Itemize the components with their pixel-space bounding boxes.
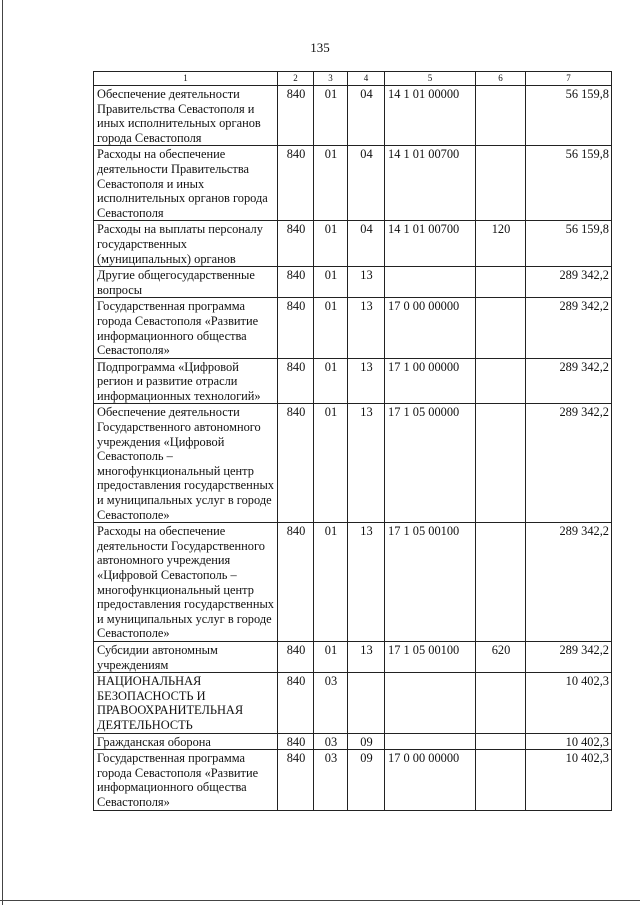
row-sum: 289 342,2 bbox=[526, 404, 612, 523]
row-expense-type bbox=[476, 404, 526, 523]
header-row bbox=[94, 72, 612, 86]
table-row bbox=[94, 86, 612, 146]
row-target-article: 14 1 01 00700 bbox=[385, 146, 476, 221]
row-expense-type bbox=[476, 267, 526, 298]
col-header-section: 3 bbox=[314, 72, 348, 86]
row-sum: 56 159,8 bbox=[526, 146, 612, 221]
budget-table bbox=[93, 71, 612, 811]
table-row bbox=[94, 523, 612, 642]
row-section: 03 bbox=[314, 750, 348, 810]
row-target-article: 17 0 00 00000 bbox=[385, 750, 476, 810]
row-subsection: 04 bbox=[348, 146, 385, 221]
row-subsection: 04 bbox=[348, 86, 385, 146]
row-sum: 10 402,3 bbox=[526, 750, 612, 810]
row-subsection: 13 bbox=[348, 267, 385, 298]
row-expense-type bbox=[476, 146, 526, 221]
row-grbs: 840 bbox=[278, 523, 314, 642]
row-grbs: 840 bbox=[278, 358, 314, 404]
row-sum: 289 342,2 bbox=[526, 641, 612, 672]
row-target-article: 17 1 05 00000 bbox=[385, 404, 476, 523]
row-expense-type bbox=[476, 733, 526, 750]
row-name: Расходы на выплаты персоналу государственных (муниципальных) органов bbox=[94, 221, 278, 267]
row-grbs: 840 bbox=[278, 733, 314, 750]
row-sum: 56 159,8 bbox=[526, 221, 612, 267]
row-sum: 289 342,2 bbox=[526, 358, 612, 404]
row-name: Государственная программа города Севастополя «Развитие информационного общества Севастополя» bbox=[94, 750, 278, 810]
row-section: 01 bbox=[314, 641, 348, 672]
row-target-article: 17 1 00 00000 bbox=[385, 358, 476, 404]
row-expense-type bbox=[476, 358, 526, 404]
table-row bbox=[94, 404, 612, 523]
row-target-article: 17 1 05 00100 bbox=[385, 523, 476, 642]
row-name: Подпрограмма «Цифровой регион и развитие отрасли информационных технологий» bbox=[94, 358, 278, 404]
table-row bbox=[94, 673, 612, 733]
row-target-article: 17 0 00 00000 bbox=[385, 298, 476, 358]
table-row bbox=[94, 267, 612, 298]
row-grbs: 840 bbox=[278, 221, 314, 267]
row-subsection: 09 bbox=[348, 750, 385, 810]
row-subsection: 09 bbox=[348, 733, 385, 750]
row-grbs: 840 bbox=[278, 673, 314, 733]
row-section: 03 bbox=[314, 733, 348, 750]
col-header-expense-type: 6 bbox=[476, 72, 526, 86]
row-sum: 289 342,2 bbox=[526, 523, 612, 642]
page-bottom-edge bbox=[0, 900, 640, 901]
row-name: Расходы на обеспечение деятельности Государственного автономного учреждения «Цифровой Севастополь – многофункциональный центр предоставления государственных и муниципальных услуг в городе Севастополе» bbox=[94, 523, 278, 642]
row-grbs: 840 bbox=[278, 404, 314, 523]
row-grbs: 840 bbox=[278, 750, 314, 810]
row-name: Обеспечение деятельности Государственного автономного учреждения «Цифровой Севастополь – многофункциональный центр предоставления государственных и муниципальных услуг в городе Севастополе» bbox=[94, 404, 278, 523]
row-grbs: 840 bbox=[278, 641, 314, 672]
col-header-subsection: 4 bbox=[348, 72, 385, 86]
row-section: 01 bbox=[314, 221, 348, 267]
row-sum: 289 342,2 bbox=[526, 267, 612, 298]
row-name: Субсидии автономным учреждениям bbox=[94, 641, 278, 672]
row-expense-type bbox=[476, 673, 526, 733]
row-grbs: 840 bbox=[278, 267, 314, 298]
row-name: Другие общегосударственные вопросы bbox=[94, 267, 278, 298]
row-section: 01 bbox=[314, 86, 348, 146]
table-row bbox=[94, 221, 612, 267]
row-expense-type: 620 bbox=[476, 641, 526, 672]
row-expense-type bbox=[476, 523, 526, 642]
row-sum: 56 159,8 bbox=[526, 86, 612, 146]
col-header-sum: 7 bbox=[526, 72, 612, 86]
table-row bbox=[94, 146, 612, 221]
row-section: 01 bbox=[314, 358, 348, 404]
row-section: 03 bbox=[314, 673, 348, 733]
row-name: Расходы на обеспечение деятельности Правительства Севастополя и иных исполнительных органов города Севастополя bbox=[94, 146, 278, 221]
row-grbs: 840 bbox=[278, 298, 314, 358]
page-left-edge bbox=[2, 0, 3, 905]
row-section: 01 bbox=[314, 523, 348, 642]
row-grbs: 840 bbox=[278, 146, 314, 221]
row-target-article: 17 1 05 00100 bbox=[385, 641, 476, 672]
row-expense-type: 120 bbox=[476, 221, 526, 267]
row-section: 01 bbox=[314, 298, 348, 358]
row-section: 01 bbox=[314, 404, 348, 523]
row-name: Гражданская оборона bbox=[94, 733, 278, 750]
row-target-article bbox=[385, 267, 476, 298]
row-target-article bbox=[385, 673, 476, 733]
row-sum: 10 402,3 bbox=[526, 673, 612, 733]
col-header-grbs: 2 bbox=[278, 72, 314, 86]
page-number: 135 bbox=[310, 40, 330, 55]
row-sum: 289 342,2 bbox=[526, 298, 612, 358]
row-target-article bbox=[385, 733, 476, 750]
row-expense-type bbox=[476, 750, 526, 810]
row-subsection: 13 bbox=[348, 404, 385, 523]
row-target-article: 14 1 01 00700 bbox=[385, 221, 476, 267]
row-subsection: 13 bbox=[348, 523, 385, 642]
row-name: НАЦИОНАЛЬНАЯ БЕЗОПАСНОСТЬ И ПРАВООХРАНИТЕЛЬНАЯ ДЕЯТЕЛЬНОСТЬ bbox=[94, 673, 278, 733]
row-expense-type bbox=[476, 298, 526, 358]
row-subsection bbox=[348, 673, 385, 733]
row-name: Государственная программа города Севастополя «Развитие информационного общества Севастополя» bbox=[94, 298, 278, 358]
row-section: 01 bbox=[314, 146, 348, 221]
row-subsection: 04 bbox=[348, 221, 385, 267]
row-section: 01 bbox=[314, 267, 348, 298]
table-row bbox=[94, 641, 612, 672]
table-row bbox=[94, 298, 612, 358]
row-subsection: 13 bbox=[348, 641, 385, 672]
table-row bbox=[94, 358, 612, 404]
table-row bbox=[94, 750, 612, 810]
row-target-article: 14 1 01 00000 bbox=[385, 86, 476, 146]
row-subsection: 13 bbox=[348, 298, 385, 358]
col-header-name: 1 bbox=[94, 72, 278, 86]
row-subsection: 13 bbox=[348, 358, 385, 404]
row-expense-type bbox=[476, 86, 526, 146]
row-name: Обеспечение деятельности Правительства Севастополя и иных исполнительных органов города Севастополя bbox=[94, 86, 278, 146]
row-grbs: 840 bbox=[278, 86, 314, 146]
col-header-target-article: 5 bbox=[385, 72, 476, 86]
table-row bbox=[94, 733, 612, 750]
row-sum: 10 402,3 bbox=[526, 733, 612, 750]
